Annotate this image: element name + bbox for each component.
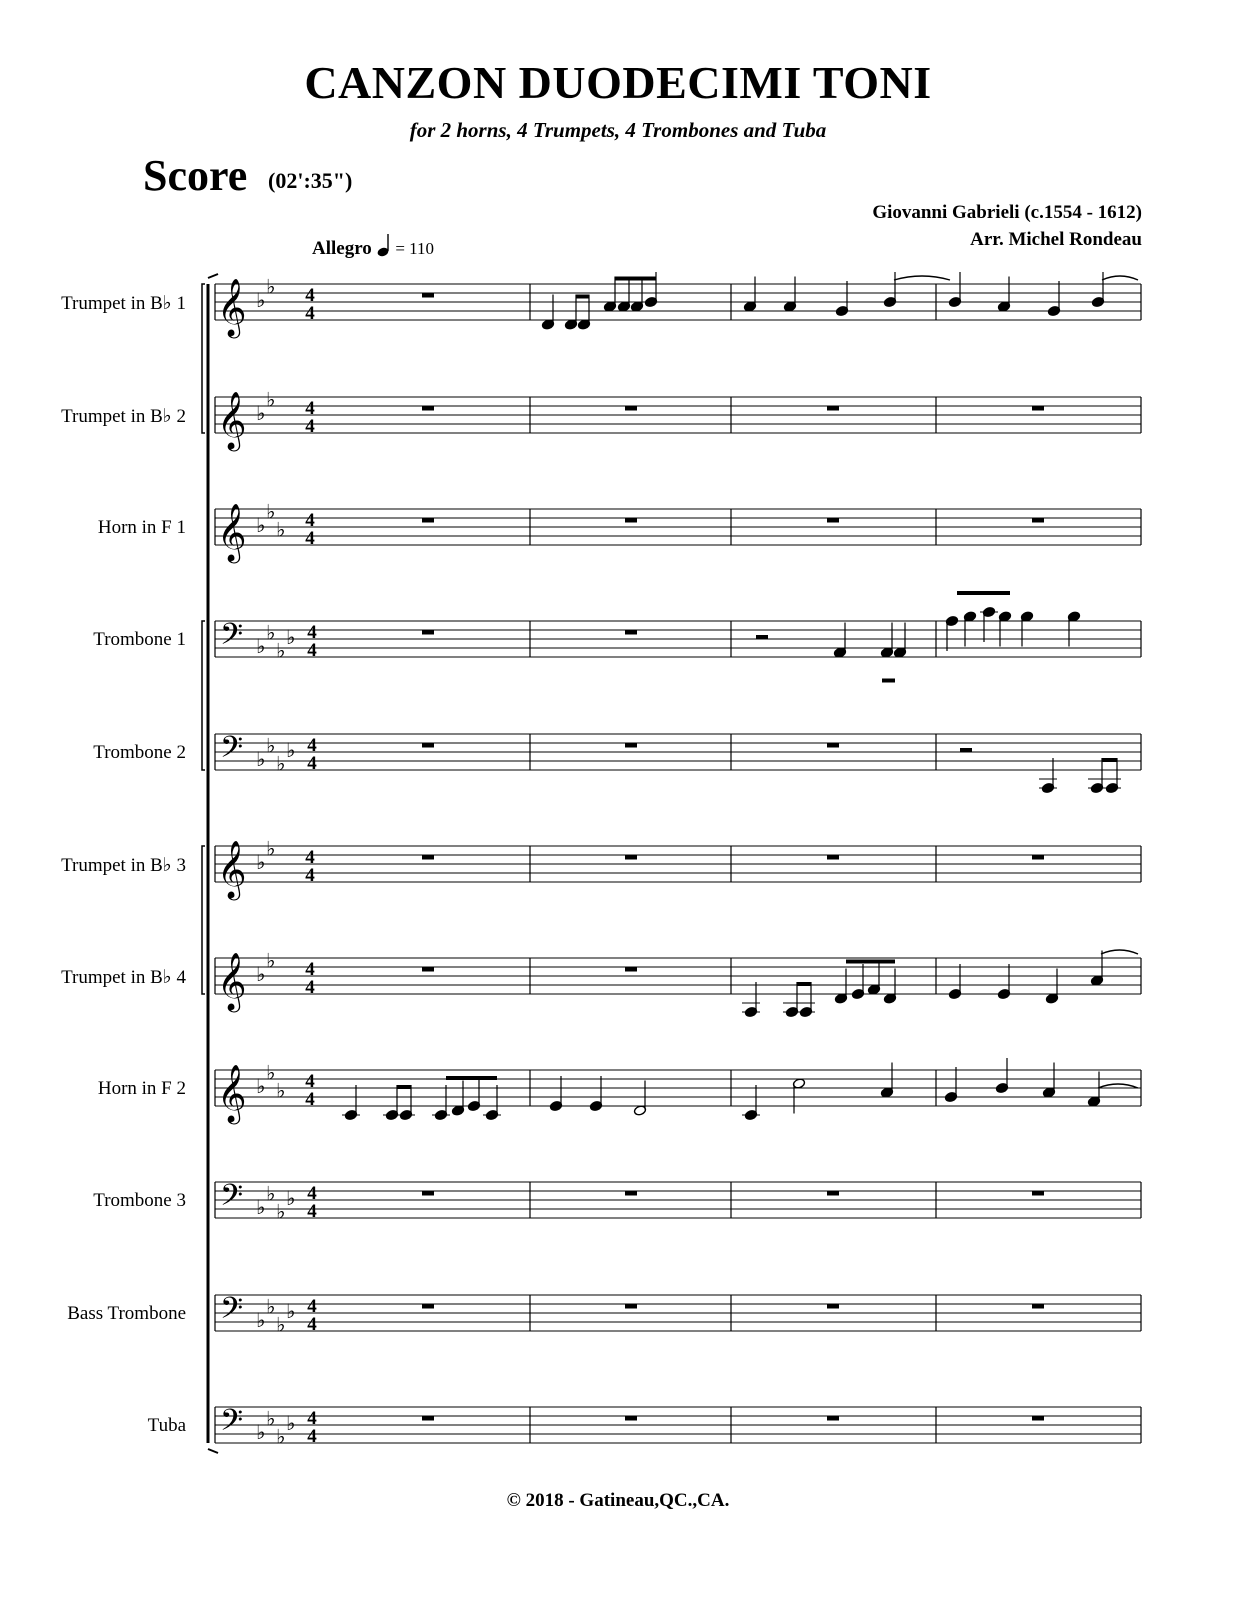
bass-clef-icon: 𝄢 [220,1404,244,1445]
whole-rest [422,855,434,860]
flat-icon: ♭ [256,290,266,312]
flat-icon: ♭ [266,1296,276,1319]
instrument-label: Trumpet in B♭ 3 [61,855,186,876]
flat-icon: ♭ [256,1310,266,1332]
whole-rest [422,1304,434,1309]
tie [894,276,950,280]
flat-icon: ♭ [256,1197,266,1219]
beam [797,982,811,986]
time-sig-top: 4 [305,285,315,306]
whole-rest [625,967,637,972]
flat-icon: ♭ [266,1183,276,1206]
group-bracket [202,621,205,770]
instrument-label: Trombone 2 [93,742,186,763]
bass-clef-icon: 𝄢 [220,1292,244,1333]
whole-rest [625,518,637,523]
tie [1098,1084,1138,1088]
time-sig-top: 4 [305,398,315,419]
flat-icon: ♭ [266,622,276,645]
flat-icon: ♭ [286,1301,296,1323]
time-sig-top: 4 [307,1183,317,1204]
time-sig-top: 4 [305,959,315,980]
flat-icon: ♭ [256,636,266,658]
flat-icon: ♭ [286,1413,296,1435]
beam [846,960,895,964]
flat-icon: ♭ [266,276,276,299]
whole-rest [827,1191,839,1196]
tempo-bpm: = 110 [395,239,435,258]
flat-icon: ♭ [256,749,266,771]
time-sig-bottom: 4 [307,1201,317,1222]
flat-icon: ♭ [256,1076,266,1098]
whole-rest [422,1416,434,1421]
flat-icon: ♭ [256,852,266,874]
beam [576,295,589,299]
flat-icon: ♭ [276,1201,286,1224]
whole-rest [625,743,637,748]
composer: Giovanni Gabrieli (c.1554 - 1612) [872,202,1142,223]
flat-icon: ♭ [256,515,266,537]
time-sig-bottom: 4 [307,1426,317,1447]
time-sig-top: 4 [305,510,315,531]
whole-rest [1032,1416,1044,1421]
time-sig-bottom: 4 [305,977,315,998]
flat-icon: ♭ [266,501,276,524]
time-sig-top: 4 [307,1296,317,1317]
whole-rest [1032,518,1044,523]
copyright-footer: © 2018 - Gatineau,QC.,CA. [506,1490,730,1511]
flat-icon: ♭ [256,964,266,986]
tempo-word: Allegro [312,238,372,259]
whole-rest [827,406,839,411]
instrument-label: Bass Trombone [67,1303,186,1324]
bass-clef-icon: 𝄢 [220,731,244,772]
flat-icon: ♭ [276,519,286,542]
time-sig-bottom: 4 [305,303,315,324]
flat-icon: ♭ [276,1314,286,1337]
time-sig-top: 4 [305,847,315,868]
half-rest [756,635,768,639]
flat-icon: ♭ [286,627,296,649]
time-sig-bottom: 4 [307,753,317,774]
flat-icon: ♭ [266,389,276,412]
flat-icon: ♭ [256,403,266,425]
group-bracket [202,284,205,433]
beam [397,1085,411,1089]
flat-icon: ♭ [266,950,276,973]
treble-clef-icon: 𝄞 [217,952,247,1010]
whole-rest [422,518,434,523]
whole-rest [625,1304,637,1309]
beam [446,1076,497,1080]
treble-clef-icon: 𝄞 [217,278,247,336]
flat-icon: ♭ [266,1408,276,1431]
arranger: Arr. Michel Rondeau [970,229,1142,250]
whole-rest [1032,1191,1044,1196]
treble-clef-icon: 𝄞 [217,1064,247,1122]
whole-rest [1032,1304,1044,1309]
beam [882,679,895,683]
instrument-label: Trombone 3 [93,1190,186,1211]
flat-icon: ♭ [286,1188,296,1210]
beam [615,277,656,281]
time-sig-top: 4 [305,1071,315,1092]
whole-rest [422,406,434,411]
whole-rest [422,630,434,635]
tie [1101,950,1138,954]
treble-clef-icon: 𝄞 [217,503,247,561]
score-title: CANZON DUODECIMI TONI [304,57,932,108]
instrument-label: Tuba [147,1415,186,1436]
whole-rest [827,518,839,523]
flat-icon: ♭ [276,753,286,776]
flat-icon: ♭ [266,735,276,758]
time-sig-bottom: 4 [305,416,315,437]
whole-rest [422,1191,434,1196]
whole-rest [1032,855,1044,860]
time-sig-top: 4 [307,1408,317,1429]
whole-rest [625,1416,637,1421]
instrument-label: Trombone 1 [93,629,186,650]
score-subtitle: for 2 horns, 4 Trumpets, 4 Trombones and Tuba [409,118,827,142]
half-rest [960,748,972,752]
whole-rest [422,743,434,748]
whole-rest [827,855,839,860]
flat-icon: ♭ [256,1422,266,1444]
whole-rest [827,1416,839,1421]
whole-rest [625,630,637,635]
flat-icon: ♭ [276,640,286,663]
time-sig-top: 4 [307,622,317,643]
time-sig-bottom: 4 [307,1314,317,1335]
instrument-label: Horn in F 2 [97,1078,186,1099]
time-sig-bottom: 4 [305,865,315,886]
whole-rest [827,743,839,748]
time-sig-bottom: 4 [307,640,317,661]
flat-icon: ♭ [266,838,276,861]
bracket-hook-bottom [208,1449,218,1453]
bass-clef-icon: 𝄢 [220,618,244,659]
flat-icon: ♭ [276,1080,286,1103]
instrument-label: Trumpet in B♭ 2 [61,406,186,427]
bass-clef-icon: 𝄢 [220,1179,244,1220]
flat-icon: ♭ [286,740,296,762]
duration: (02':35") [268,168,353,193]
score-label: Score [143,151,248,200]
time-sig-bottom: 4 [305,528,315,549]
beam [957,591,1010,595]
tie [1102,276,1138,280]
instrument-label: Trumpet in B♭ 1 [61,293,186,314]
whole-rest [827,1304,839,1309]
beam [1102,758,1117,762]
instrument-label: Horn in F 1 [97,517,186,538]
flat-icon: ♭ [276,1426,286,1449]
whole-rest [422,967,434,972]
group-bracket [202,846,205,994]
whole-rest [625,1191,637,1196]
treble-clef-icon: 𝄞 [217,840,247,898]
whole-rest [1032,406,1044,411]
whole-rest [625,406,637,411]
whole-rest [625,855,637,860]
time-sig-bottom: 4 [305,1089,315,1110]
flat-icon: ♭ [266,1062,276,1085]
treble-clef-icon: 𝄞 [217,391,247,449]
time-sig-top: 4 [307,735,317,756]
whole-rest [422,293,434,298]
instrument-label: Trumpet in B♭ 4 [61,967,186,988]
